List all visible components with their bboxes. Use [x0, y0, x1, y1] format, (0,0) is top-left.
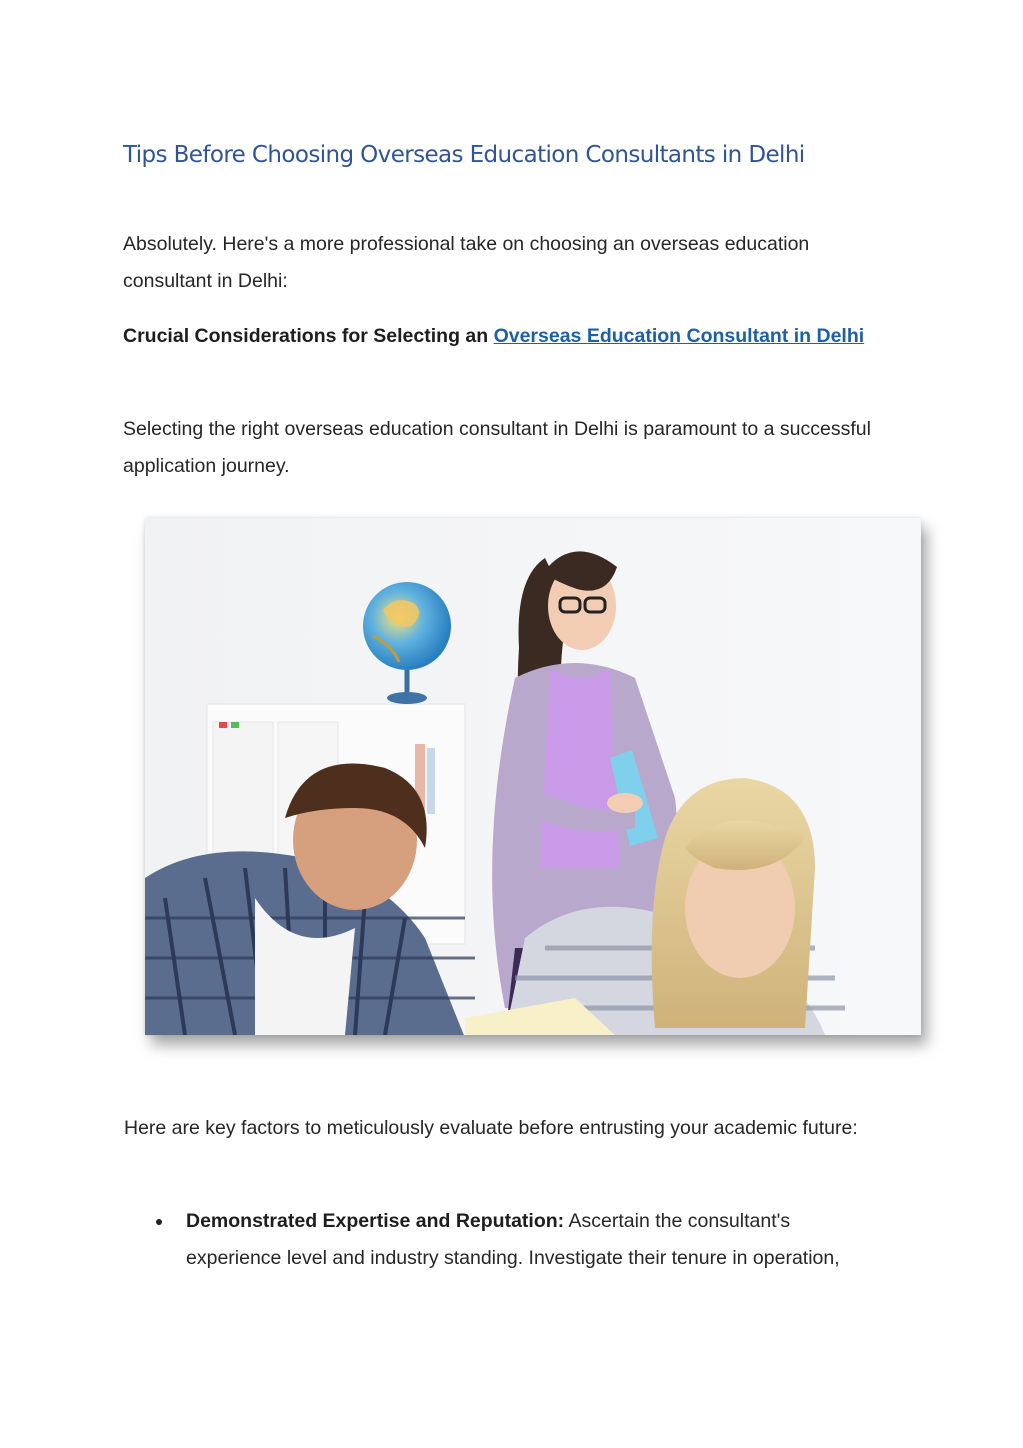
key-factors-intro: Here are key factors to meticulously evaluate before entrusting your academic future:: [124, 1117, 858, 1139]
bullet-text: Ascertain the consultant's experience level and industry standing. Investigate their tenure in operation,: [186, 1210, 840, 1269]
section-heading-prefix: Crucial Considerations for Selecting an: [123, 325, 494, 347]
consultant-link[interactable]: Overseas Education Consultant in Delhi: [493, 325, 865, 347]
list-item: [123, 1203, 883, 1277]
bullet-label: Demonstrated Expertise and Reputation:: [186, 1210, 565, 1232]
bullet-icon: [156, 1219, 162, 1225]
factors-list: [123, 1203, 883, 1277]
intro-paragraph: Absolutely. Here's a more professional take on choosing an overseas education consultant in Delhi:: [123, 233, 810, 292]
classroom-photo: [145, 518, 921, 1035]
section-heading: [123, 318, 883, 355]
selection-paragraph: Selecting the right overseas education consultant in Delhi is paramount to a successful application journey.: [123, 418, 871, 477]
document-title: Tips Before Choosing Overseas Education Consultants in Delhi: [123, 142, 805, 168]
